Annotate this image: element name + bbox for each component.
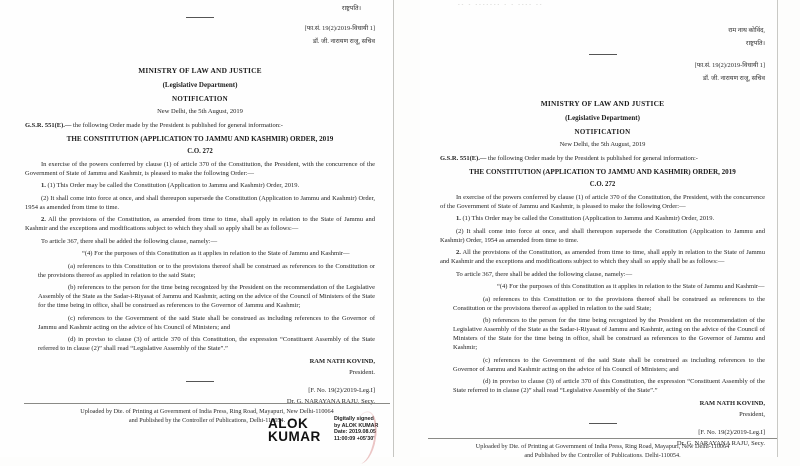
clause-d: (d) in proviso to clause (3) of article 370 of this Constitution, the expression “Constituent Assembly of the State referred to in clause (2)” shall read “Legislative Assembly of the State”.” bbox=[38, 336, 375, 352]
footer-line-2: and Published by the Controller of Publications, Delhi-110054. bbox=[128, 417, 286, 424]
para-1-2: (2) It shall come into force at once, and shall thereupon supersede the Constitution (Application to Jammu and Kashmir) Order, 1954 as amended from time to time. bbox=[440, 227, 765, 244]
cropped-text-fragment: -- - ------- - - ---- -- bbox=[458, 3, 544, 8]
hindi-secretary-line: डॉ. जी. नारायण राजू, सचिव bbox=[702, 75, 765, 82]
para-intro: In exercise of the powers conferred by clause (1) of article 370 of the Constitution, the President, with the concurrence of the Government of State of Jammu and Kashmir, is pleased to make the following Order:— bbox=[25, 160, 375, 177]
para-1-number: 1. bbox=[456, 215, 461, 222]
english-notification bbox=[440, 99, 765, 448]
signature-detail-line-4: 11:00:09 +05'30' bbox=[334, 435, 375, 442]
signer-name-line-1: ALOK bbox=[268, 416, 309, 431]
ministry-heading: MINISTRY OF LAW AND JUSTICE bbox=[138, 66, 262, 75]
order-title: THE CONSTITUTION (APPLICATION TO JAMMU AND KASHMIR) ORDER, 2019 bbox=[66, 134, 334, 143]
clause-c: (c) references to the Government of the said State shall be construed as including references to the Governor of Jammu and Kashmir acting on the advice of his Council of Ministers; and bbox=[453, 356, 765, 373]
signatory-title: President. bbox=[349, 368, 375, 376]
para-1-1 bbox=[25, 181, 375, 190]
english-notification bbox=[25, 66, 375, 406]
ministry-heading: MINISTRY OF LAW AND JUSTICE bbox=[540, 99, 665, 108]
order-title: THE CONSTITUTION (APPLICATION TO JAMMU AND KASHMIR) ORDER, 2019 bbox=[469, 167, 736, 176]
co-number: C.O. 272 bbox=[589, 180, 616, 188]
gazette-page-right bbox=[420, 0, 778, 457]
para-article-367: To article 367, there shall be added the following clause, namely:— bbox=[456, 270, 633, 278]
signature-details bbox=[334, 413, 378, 442]
para-1-1-text: (1) This Order may be called the Constitution (Application to Jammu and Kashmir) Order, 2019. bbox=[47, 182, 300, 189]
gsr-text: the following Order made by the President is published for general information:- bbox=[73, 122, 283, 129]
separator-rule bbox=[589, 423, 617, 424]
para-2 bbox=[25, 215, 375, 233]
left-page-content bbox=[0, 0, 393, 457]
hindi-file-number: [फा.सं. 19(2)/2019-विधायी 1] bbox=[694, 62, 765, 69]
hindi-file-number: [फा.सं. 19(2)/2019-विधायी 1] bbox=[304, 25, 375, 32]
para-1-2: (2) It shall come into force at once, and shall thereupon supersede the Constitution (Application to Jammu and Kashmir) Order, 1954 as amended from time to time. bbox=[25, 194, 375, 211]
dateline: New Delhi, the 5th August, 2019 bbox=[559, 141, 646, 148]
signature-detail-line-1: Digitally signed bbox=[334, 416, 374, 422]
para-2-number: 2. bbox=[41, 216, 46, 223]
digital-signature-block bbox=[268, 413, 402, 457]
gsr-number: G.S.R. 551(E).— bbox=[440, 155, 487, 162]
file-number: [F. No. 19(2)/2019-Leg.I] bbox=[308, 386, 375, 394]
clause-c: (c) references to the Government of the said State shall be construed as including references to the Governor of Jammu and Kashmir acting on the advice of his Council of Ministers; and bbox=[38, 314, 375, 331]
gsr-line bbox=[25, 121, 375, 130]
gsr-text: the following Order made by the President is published for general information:- bbox=[488, 155, 698, 162]
para-2-number: 2. bbox=[456, 249, 461, 256]
gsr-line bbox=[440, 154, 765, 163]
clause-a: (a) references to this Constitution or to the provisions thereof shall be construed as references to the Constitution or the provisions thereof as applied in relation to the said State; bbox=[453, 295, 765, 312]
para-2-text: All the provisions of the Constitution, as amended from time to time, shall apply in relation to the State of Jammu and Kashmir and the exceptions and modifications subject to which they shall so apply shall be as follows:— bbox=[25, 216, 375, 232]
para-2 bbox=[440, 248, 765, 266]
secretary-line: Dr. G. NARAYANA RAJU, Secy. bbox=[286, 397, 375, 405]
department-heading: (Legislative Department) bbox=[565, 114, 640, 122]
signature-detail-line-2: by ALOK KUMAR bbox=[334, 422, 379, 429]
clause-a: (a) references to this Constitution or to the provisions thereof shall be construed as references to the Constitution or the provisions thereof as applied in relation to the said State; bbox=[38, 262, 375, 279]
para-intro: In exercise of the powers conferred by clause (1) of article 370 of the Constitution, the President, with the concurrence of the Government of State of Jammu and Kashmir, is pleased to make the following Order:— bbox=[440, 193, 765, 210]
para-article-367: To article 367, there shall be added the following clause, namely:— bbox=[41, 237, 218, 245]
dateline: New Delhi, the 5th August, 2019 bbox=[157, 108, 243, 115]
para-1-1-text: (1) This Order may be called the Constitution (Application to Jammu and Kashmir) Order, 2019. bbox=[462, 215, 715, 222]
signatory-name: RAM NATH KOVIND, bbox=[699, 399, 765, 407]
signer-name-line-2: KUMAR bbox=[268, 429, 321, 444]
file-number: [F. No. 19(2)/2019-Leg.I] bbox=[698, 428, 765, 436]
gazette-page-left bbox=[0, 0, 394, 457]
clause-4-intro: “(4) For the purposes of this Constitution as it applies in relation to the State of Jammu and Kashmir— bbox=[497, 283, 765, 290]
signer-name bbox=[268, 413, 334, 443]
signatory-title: President, bbox=[739, 410, 765, 418]
notification-heading: NOTIFICATION bbox=[574, 128, 631, 136]
hindi-president-name: राम नाथ कोविंद, bbox=[728, 27, 765, 34]
hindi-secretary-line: डॉ. जी. नारायण राजू, सचिव bbox=[312, 38, 375, 45]
gsr-number: G.S.R. 551(E).— bbox=[25, 122, 72, 129]
co-number: C.O. 272 bbox=[187, 147, 213, 155]
secretary-line: Dr. G. NARAYANA RAJU, Secy. bbox=[676, 439, 765, 447]
footer-line-1: Uploaded by Dte. of Printing at Government of India Press, Ring Road, Mayapuri, New Delhi-110064 bbox=[80, 408, 334, 415]
clause-4-intro: “(4) For the purposes of this Constitution as it applies in relation to the State of Jammu and Kashmir— bbox=[82, 250, 350, 257]
right-page-content bbox=[420, 0, 777, 457]
department-heading: (Legislative Department) bbox=[162, 81, 238, 89]
hindi-president-title: राष्ट्रपति। bbox=[745, 40, 765, 47]
separator-rule bbox=[186, 17, 214, 18]
notification-heading: NOTIFICATION bbox=[172, 95, 228, 103]
para-1-1 bbox=[440, 214, 765, 223]
para-2-text: All the provisions of the Constitution, as amended from time to time, shall apply in relation to the State of Jammu and Kashmir and the exceptions and modifications subject to which they shall so apply shall be as follows:— bbox=[440, 249, 765, 265]
clause-b: (b) references to the person for the time being recognized by the President on the recommendation of the Legislative Assembly of the State as the Sadar-i-Riyasat of Jammu and Kashmir, acting on the advice of the Council of Ministers of the State for the time being in office, shall be construed as references to the Governor of Jammu and Kashmir; bbox=[453, 317, 765, 351]
footer-line-2: and Published by the Controller of Publications, Delhi-110054. bbox=[524, 452, 681, 457]
print-footer bbox=[428, 438, 777, 457]
separator-rule bbox=[589, 54, 617, 55]
footer-line-1: Uploaded by Dte. of Printing at Government of India Press, Ring Road, Mayapuri, New Delhi-110064 bbox=[475, 443, 730, 450]
clause-d: (d) in proviso to clause (3) of article 370 of this Constitution, the expression “Constituent Assembly of the State referred to in clause (2)” shall read “Legislative Assembly of the State”.” bbox=[453, 378, 765, 394]
para-1-number: 1. bbox=[41, 182, 46, 189]
hindi-president-title-fragment: राष्ट्रपति। bbox=[341, 5, 361, 12]
signatory-name: RAM NATH KOVIND, bbox=[309, 357, 375, 365]
separator-rule bbox=[186, 381, 214, 382]
signature-detail-line-3: Date: 2019.08.05 bbox=[334, 429, 376, 436]
clause-b: (b) references to the person for the time being recognized by the President on the recommendation of the Legislative Assembly of the State as the Sadar-i-Riyasat of Jammu and Kashmir, acting on the advice of the Council of Ministers of the State for the time being in office, shall be construed as references to the Governor of Jammu and Kashmir; bbox=[38, 284, 375, 309]
